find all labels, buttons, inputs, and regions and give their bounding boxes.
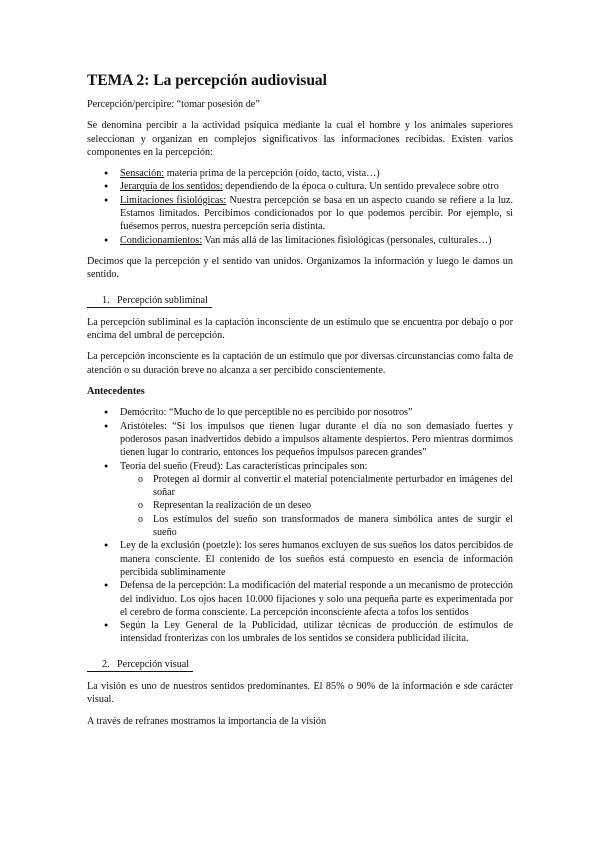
list-item	[87, 460, 513, 540]
term-label: Sensación:	[120, 168, 165, 180]
list-item	[87, 194, 513, 234]
list-item: ● Ley de la exclusión (poetzle): los seres humanos excluyen de sus sueños los datos percibidos de manera consciente. El contenido de los sueños está compuesto en esencia de información percibida subliminamente	[87, 539, 513, 579]
intro-line: Percepción/percipire: “tomar posesión de”	[87, 99, 260, 110]
term-text: Nuestra percepción se basa en un aspecto cuando se refiere a la luz. Estamos limitados. Percibimos condicionados por lo que podemos percibir. Por ejemplo, si fuésemos perros, nuestra percepción sería distinta.	[120, 194, 514, 233]
section-heading-subliminal	[87, 294, 212, 308]
section-heading-visual	[87, 658, 193, 672]
section-title: Percepción subliminal	[117, 294, 208, 306]
paragraph: Decimos que la percepción y el sentido van unidos. Organizamos la información y luego le damos un sentido.	[87, 255, 513, 281]
paragraph: La percepción inconsciente es la captación de un estímulo que por diversas circunstancias como falta de atención o su duración breve no alcanza a ser percibido conscientemente.	[87, 351, 513, 376]
list-item: ● Aristóteles: “Si los impulsos que tienen lugar durante el día no son demasiado fuertes y poderosos pasan inadvertidos debido a impulsos altamente despiertos. Pero mientras dormimos tienen lugar lo contrario, entonces los pequeños impulsos parecen grandes”	[87, 420, 513, 460]
term-label: Condicionamientos:	[120, 234, 203, 246]
paragraph: La visión es uno de nuestros sentidos predominantes. El 85% o 90% de la información e sde carácter visual.	[87, 680, 513, 706]
list-item	[87, 180, 513, 193]
term-label: Limitaciones fisiológicas:	[120, 194, 227, 206]
document-page	[87, 72, 513, 736]
page-title: TEMA 2: La percepción audiovisual	[87, 72, 327, 89]
paragraph: La percepción subliminal es la captación inconsciente de un estímulo que se encuentra por debajo o por encima del umbral de percepción.	[87, 316, 513, 342]
term-text: dependiendo de la época o cultura. Un sentido prevalece sobre otro	[222, 181, 499, 193]
sub-list-item: o Los estímulos del sueño son transformados de manera simbólica antes de surgir el sueño	[120, 513, 513, 540]
sub-list-item: o Protegen al dormir al convertir el material potencialmente perturbador en imágenes del soñar	[120, 473, 513, 500]
components-list	[87, 167, 513, 247]
list-item	[87, 234, 513, 247]
list-item: ● Según la Ley General de la Publicidad, utilizar técnicas de producción de estímulos de intensidad fronterizas con los umbrales de los sentidos se considera publicidad ilícita.	[87, 619, 513, 646]
section-number: 1.	[102, 294, 110, 306]
intro-paragraph: Se denomina percibir a la actividad psíquica mediante la cual el hombre y los animales superiores seleccionan y organizan en complejos significativos las informaciones recibidas. Existen varios componentes en la percepción:	[87, 120, 513, 158]
section-title: Percepción visual	[117, 658, 190, 670]
antecedentes-list	[87, 406, 513, 645]
paragraph: A través de refranes mostramos la importancia de la visión	[87, 715, 327, 727]
freud-sublist	[120, 473, 513, 539]
item-text: Teoría del sueño (Freud): Las características principales son:	[120, 460, 368, 472]
term-text: Van más allá de las limitaciones fisiológicas (personales, culturales…)	[202, 234, 492, 246]
antecedentes-heading: Antecedentes	[87, 386, 145, 398]
sub-list-item: o Representan la realización de un deseo	[120, 499, 513, 512]
section-number: 2.	[102, 658, 110, 670]
list-item	[87, 167, 513, 180]
list-item: ● Defensa de la percepción: La modificación del material responde a un mecanismo de protección del individuo. Los ojos hacen 10.000 fijaciones y solo una pequeña parte es experimentada por el cerebro de forma consciente. La percepción inconsciente afecta a tofos los sentidos	[87, 579, 513, 619]
term-text: materia prima de la percepción (oído, tacto, vista…)	[164, 168, 380, 180]
list-item: ● Demócrito: “Mucho de lo que perceptible no es percibido por nosotros”	[87, 406, 513, 419]
term-label: Jerarquía de los sentidos:	[120, 181, 223, 193]
